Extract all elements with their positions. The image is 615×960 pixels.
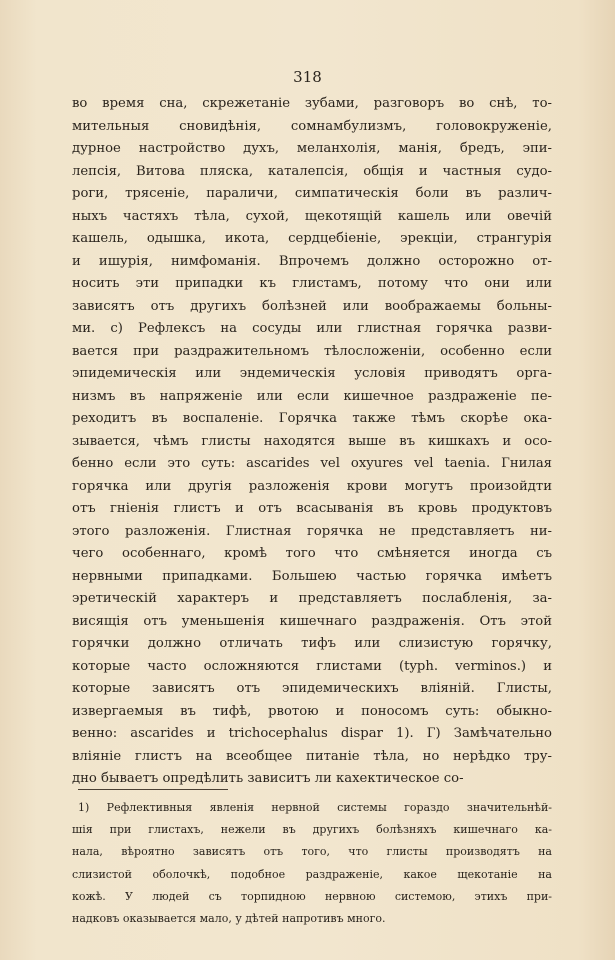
text-line: бенно если это суть: ascarides vel oxyures vel taenia. Гнилая: [72, 456, 552, 471]
footnote-line: нала, вѣроятно зависятъ отъ того, что глисты производятъ на: [72, 845, 552, 859]
text-line: эпидемическія или эндемическія условія приводятъ орга-: [72, 366, 552, 381]
text-line: венно: ascarides и trichocephalus dispar 1). Г) Замѣчательно: [72, 726, 552, 741]
text-line: которые зависятъ отъ эпидемическихъ вліяній. Глисты,: [72, 681, 552, 696]
footnote-divider: [78, 789, 228, 790]
text-line: во время сна, скрежетаніе зубами, разговоръ во снѣ, то-: [72, 96, 552, 111]
text-line: и ишурія, нимфоманія. Впрочемъ должно осторожно от-: [72, 253, 552, 269]
text-line: мительныя сновидѣнія, сомнамбулизмъ, головокруженіе,: [72, 118, 552, 134]
text-line: роги, трясеніе, параличи, симпатическія боли въ различ-: [72, 186, 552, 201]
text-line: ми. c) Рефлексъ на сосуды или глистная горячка разви-: [72, 321, 552, 336]
main-text: [72, 93, 552, 791]
footnote-line: кожѣ. У людей съ торпидною нервною системою, этихъ при-: [72, 889, 552, 903]
text-line: дно бываетъ опредѣлить зависитъ ли кахектическое со-: [72, 771, 464, 786]
text-line: низмъ въ напряженіе или если кишечное раздраженіе пе-: [72, 388, 552, 404]
text-line: лепсія, Витова пляска, каталепсія, общія и частныя судо-: [72, 163, 552, 179]
text-line: которые часто осложняются глистами (typh. verminos.) и: [72, 658, 552, 674]
text-line: зывается, чѣмъ глисты находятся выше въ кишкахъ и осо-: [72, 433, 552, 449]
text-line: отъ гніенія глистъ и отъ всасыванія въ кровь продуктовъ: [72, 501, 552, 516]
text-line: чего особеннаго, кромѣ того что смѣняется иногда съ: [72, 546, 552, 561]
footnote: [72, 797, 552, 930]
footnote-line: надковъ оказывается мало, у дѣтей напротивъ много.: [72, 911, 386, 925]
text-line: кашель, одышка, икота, сердцебіеніе, эрекціи, странгурія: [72, 231, 552, 246]
text-line: горячка или другія разложенія крови могутъ произойдти: [72, 478, 552, 494]
text-line: ныхъ частяхъ тѣла, сухой, щекотящій кашель или овечій: [72, 208, 552, 224]
text-line: вается при раздражительномъ тѣлосложеніи, особенно если: [72, 343, 552, 359]
footnote-line: слизистой оболочкѣ, подобное раздраженіе, какое щекотаніе на: [72, 867, 552, 881]
text-line: нервными припадками. Большею частью горячка имѣетъ: [72, 568, 552, 584]
footnote-line: шія при глистахъ, нежели въ другихъ болѣзняхъ кишечнаго ка-: [72, 823, 552, 837]
text-line: носить эти припадки къ глистамъ, потому что они или: [72, 276, 552, 291]
text-line: висящія отъ уменьшенія кишечнаго раздраженія. Отъ этой: [72, 613, 552, 629]
text-line: эретическій характеръ и представляетъ послабленія, за-: [72, 591, 552, 606]
text-line: этого разложенія. Глистная горячка не представляетъ ни-: [72, 523, 552, 539]
page-number: 318: [293, 68, 322, 86]
text-line: зависятъ отъ другихъ болѣзней или воображаемы больны-: [72, 298, 552, 314]
footnote-line: 1) Рефлективныя явленія нервной системы гораздо значительнѣй-: [78, 801, 552, 814]
text-line: извергаемыя въ тифѣ, рвотою и поносомъ суть: обыкно-: [72, 703, 552, 719]
text-line: реходитъ въ воспаленіе. Горячка также тѣмъ скорѣе ока-: [72, 411, 552, 426]
text-line: вліяніе глистъ на всеобщее питаніе тѣла, но нерѣдко тру-: [72, 748, 552, 764]
text-line: дурное настройство духъ, меланхолія, манія, бредъ, эпи-: [72, 141, 552, 156]
text-line: горячки должно отличать тифъ или слизистую горячку,: [72, 636, 552, 651]
